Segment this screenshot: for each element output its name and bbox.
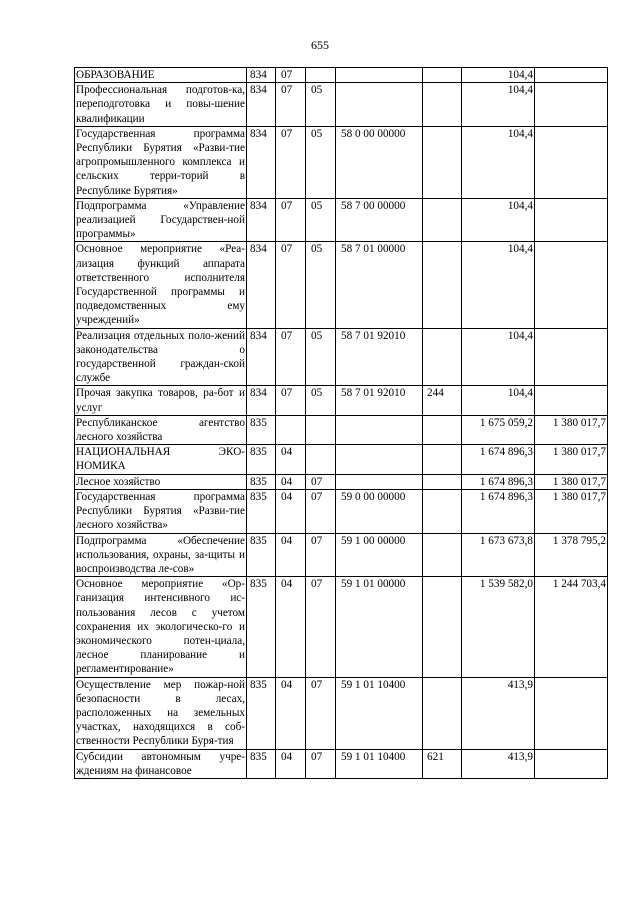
table-row bbox=[75, 328, 608, 386]
table-row bbox=[75, 474, 608, 489]
row-sum-year2: 1 380 017,7 bbox=[535, 445, 608, 474]
row-expense-type bbox=[423, 198, 462, 242]
row-target-article bbox=[336, 415, 423, 444]
table-row bbox=[75, 83, 608, 127]
row-target-article: 58 7 01 00000 bbox=[336, 242, 423, 328]
row-sum-year2: 1 380 017,7 bbox=[535, 474, 608, 489]
row-sum-year2: 1 380 017,7 bbox=[535, 415, 608, 444]
row-name: Подпрограмма «Управление реализацией Государствен-ной программы» bbox=[76, 199, 245, 241]
row-name: Государственная программа Республики Бурятия «Разви-тие агропромышленного комплекса и сельских терри-торий в Республике Бурятия» bbox=[76, 127, 245, 197]
row-target-article: 59 0 00 00000 bbox=[336, 489, 423, 533]
row-target-article: 58 7 00 00000 bbox=[336, 198, 423, 242]
row-razdel: 04 bbox=[276, 445, 306, 474]
row-sum-year1: 104,4 bbox=[462, 242, 535, 328]
table-row bbox=[75, 533, 608, 577]
table-row bbox=[75, 415, 608, 444]
row-razdel bbox=[276, 415, 306, 444]
row-razdel: 04 bbox=[276, 474, 306, 489]
row-grbs: 835 bbox=[247, 533, 276, 577]
row-podrazdel: 05 bbox=[306, 198, 336, 242]
row-grbs: 834 bbox=[247, 126, 276, 198]
row-target-article: 59 1 00 00000 bbox=[336, 533, 423, 577]
table-row bbox=[75, 489, 608, 533]
row-razdel: 04 bbox=[276, 533, 306, 577]
row-razdel: 07 bbox=[276, 198, 306, 242]
row-sum-year2 bbox=[535, 68, 608, 83]
row-expense-type bbox=[423, 489, 462, 533]
row-grbs: 835 bbox=[247, 474, 276, 489]
row-podrazdel: 05 bbox=[306, 242, 336, 328]
row-grbs: 834 bbox=[247, 83, 276, 127]
row-grbs: 835 bbox=[247, 415, 276, 444]
row-sum-year1: 1 674 896,3 bbox=[462, 489, 535, 533]
table-row bbox=[75, 677, 608, 749]
row-podrazdel bbox=[306, 68, 336, 83]
row-sum-year1: 104,4 bbox=[462, 328, 535, 386]
row-target-article bbox=[336, 83, 423, 127]
row-grbs: 835 bbox=[247, 749, 276, 778]
page-number: 655 bbox=[311, 38, 329, 52]
table-row bbox=[75, 445, 608, 474]
row-name: Республиканское агентство лесного хозяйства bbox=[76, 416, 245, 444]
row-sum-year2 bbox=[535, 386, 608, 415]
row-sum-year2 bbox=[535, 83, 608, 127]
row-name: Основное мероприятие «Реа-лизация функций аппарата ответственного исполнителя Государственной программы и подведомственных ему учреждений» bbox=[76, 243, 245, 327]
row-grbs: 834 bbox=[247, 68, 276, 83]
row-sum-year2: 1 244 703,4 bbox=[535, 577, 608, 677]
row-expense-type bbox=[423, 126, 462, 198]
row-podrazdel: 05 bbox=[306, 83, 336, 127]
table-row bbox=[75, 126, 608, 198]
row-expense-type bbox=[423, 577, 462, 677]
row-sum-year1: 1 539 582,0 bbox=[462, 577, 535, 677]
row-target-article bbox=[336, 68, 423, 83]
table-row bbox=[75, 68, 608, 83]
row-sum-year2 bbox=[535, 198, 608, 242]
row-name: НАЦИОНАЛЬНАЯ ЭКО-НОМИКА bbox=[76, 446, 245, 473]
row-expense-type bbox=[423, 68, 462, 83]
row-grbs: 835 bbox=[247, 677, 276, 749]
row-sum-year1: 1 673 673,8 bbox=[462, 533, 535, 577]
row-grbs: 834 bbox=[247, 328, 276, 386]
row-sum-year1: 104,4 bbox=[462, 83, 535, 127]
row-razdel: 04 bbox=[276, 577, 306, 677]
row-podrazdel: 05 bbox=[306, 386, 336, 415]
row-name: Лесное хозяйство bbox=[75, 474, 247, 489]
row-razdel: 07 bbox=[276, 242, 306, 328]
row-expense-type bbox=[423, 415, 462, 444]
row-sum-year1: 104,4 bbox=[462, 386, 535, 415]
table-row bbox=[75, 198, 608, 242]
row-expense-type bbox=[423, 677, 462, 749]
row-grbs: 835 bbox=[247, 489, 276, 533]
row-target-article: 58 7 01 92010 bbox=[336, 386, 423, 415]
row-podrazdel: 05 bbox=[306, 126, 336, 198]
row-sum-year2: 1 378 795,2 bbox=[535, 533, 608, 577]
table-row bbox=[75, 242, 608, 328]
row-podrazdel bbox=[306, 415, 336, 444]
row-sum-year2: 1 380 017,7 bbox=[535, 489, 608, 533]
row-sum-year1: 1 674 896,3 bbox=[462, 474, 535, 489]
row-name: Государственная программа Республики Бурятия «Разви-тие лесного хозяйства» bbox=[76, 490, 245, 532]
row-podrazdel: 07 bbox=[306, 533, 336, 577]
row-podrazdel: 07 bbox=[306, 749, 336, 778]
row-target-article: 59 1 01 10400 bbox=[336, 677, 423, 749]
row-expense-type bbox=[423, 533, 462, 577]
row-name: Профессиональная подготов-ка, переподготовка и повы-шение квалификации bbox=[76, 84, 245, 125]
row-name: Реализация отдельных поло-жений законодательства о государственной граждан-ской службе bbox=[76, 329, 245, 385]
row-razdel: 04 bbox=[276, 677, 306, 749]
row-sum-year2 bbox=[535, 677, 608, 749]
row-target-article: 58 7 01 92010 bbox=[336, 328, 423, 386]
row-podrazdel: 07 bbox=[306, 474, 336, 489]
row-razdel: 07 bbox=[276, 386, 306, 415]
row-razdel: 07 bbox=[276, 328, 306, 386]
row-podrazdel: 05 bbox=[306, 328, 336, 386]
row-expense-type bbox=[423, 445, 462, 474]
row-podrazdel: 07 bbox=[306, 577, 336, 677]
row-target-article: 58 0 00 00000 bbox=[336, 126, 423, 198]
row-razdel: 07 bbox=[276, 126, 306, 198]
row-podrazdel: 07 bbox=[306, 489, 336, 533]
row-target-article bbox=[336, 445, 423, 474]
row-expense-type bbox=[423, 328, 462, 386]
row-target-article bbox=[336, 474, 423, 489]
row-target-article: 59 1 01 10400 bbox=[336, 749, 423, 778]
row-sum-year2 bbox=[535, 749, 608, 778]
table-row bbox=[75, 577, 608, 677]
row-sum-year1: 104,4 bbox=[462, 198, 535, 242]
row-name: Основное мероприятие «Ор-ганизация интенсивного ис-пользования лесов с учетом сохранения их экологическо-го и экономического потен-циала, лесное планирование и регламентирование» bbox=[76, 578, 245, 676]
row-expense-type bbox=[423, 242, 462, 328]
row-name: Подпрограмма «Обеспечение использования, охраны, за-щиты и воспроизводства ле-сов» bbox=[76, 534, 245, 575]
row-expense-type: 621 bbox=[423, 749, 462, 778]
row-expense-type: 244 bbox=[423, 386, 462, 415]
row-expense-type bbox=[423, 83, 462, 127]
row-razdel: 04 bbox=[276, 489, 306, 533]
table-row bbox=[75, 386, 608, 415]
row-razdel: 04 bbox=[276, 749, 306, 778]
row-expense-type bbox=[423, 474, 462, 489]
row-sum-year2 bbox=[535, 328, 608, 386]
row-sum-year1: 104,4 bbox=[462, 126, 535, 198]
row-sum-year1: 1 675 059,2 bbox=[462, 415, 535, 444]
row-razdel: 07 bbox=[276, 68, 306, 83]
budget-table bbox=[74, 67, 608, 779]
row-grbs: 835 bbox=[247, 577, 276, 677]
row-name: Осуществление мер пожар-ной безопасности в лесах, расположенных на земельных участках, находящихся в соб-ственности Республики Буря-тия bbox=[76, 678, 245, 748]
row-sum-year2 bbox=[535, 126, 608, 198]
row-name: ОБРАЗОВАНИЕ bbox=[75, 68, 247, 83]
row-sum-year1: 1 674 896,3 bbox=[462, 445, 535, 474]
row-sum-year2 bbox=[535, 242, 608, 328]
row-grbs: 834 bbox=[247, 198, 276, 242]
row-podrazdel bbox=[306, 445, 336, 474]
row-grbs: 835 bbox=[247, 445, 276, 474]
row-grbs: 834 bbox=[247, 386, 276, 415]
row-name: Субсидии автономным учре-ждениям на финансовое bbox=[76, 750, 245, 777]
table-row bbox=[75, 749, 608, 778]
row-sum-year1: 413,9 bbox=[462, 677, 535, 749]
row-target-article: 59 1 01 00000 bbox=[336, 577, 423, 677]
row-sum-year1: 104,4 bbox=[462, 68, 535, 83]
row-name: Прочая закупка товаров, ра-бот и услуг bbox=[76, 387, 245, 414]
row-razdel: 07 bbox=[276, 83, 306, 127]
row-sum-year1: 413,9 bbox=[462, 749, 535, 778]
row-podrazdel: 07 bbox=[306, 677, 336, 749]
row-grbs: 834 bbox=[247, 242, 276, 328]
